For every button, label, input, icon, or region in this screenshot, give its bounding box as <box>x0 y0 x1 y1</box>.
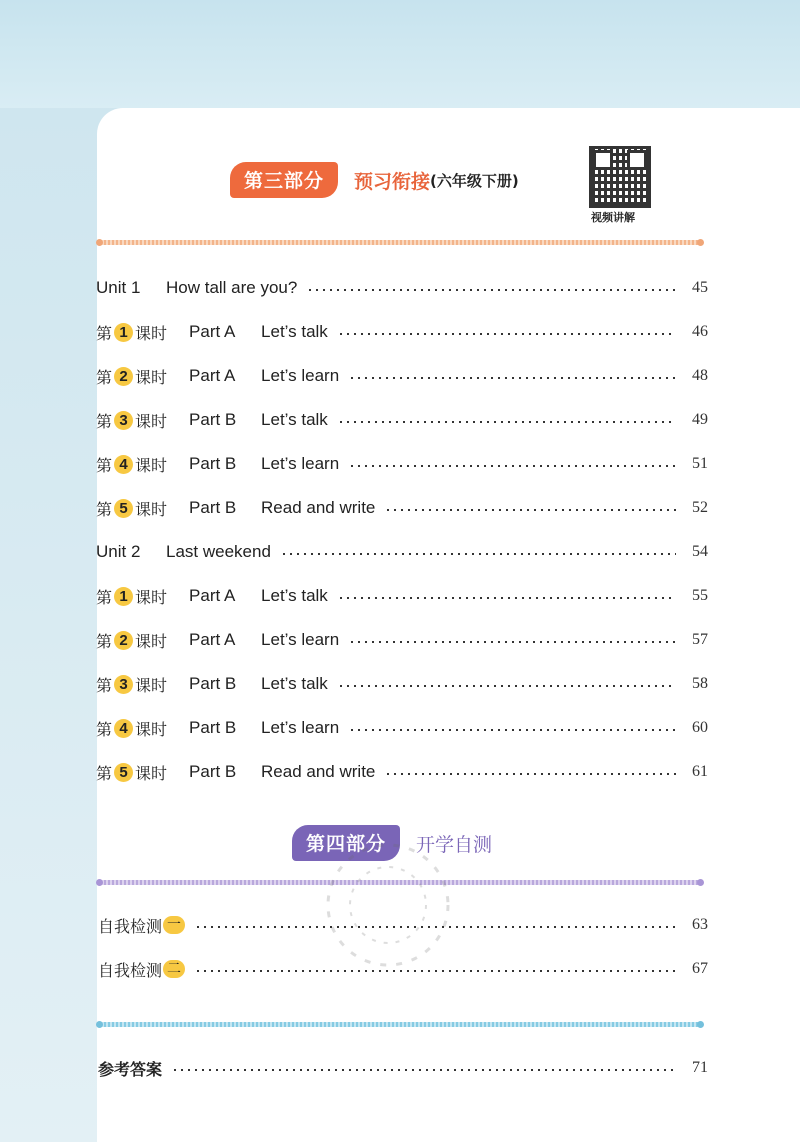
toc-lesson-row[interactable] <box>96 364 708 388</box>
answers-label: 参考答案 <box>98 1059 163 1079</box>
toc-lesson-row[interactable] <box>96 760 708 784</box>
lesson-number-badge: 1 <box>114 323 133 342</box>
unit-title: Last weekend <box>166 542 271 561</box>
toc-unit-row[interactable] <box>96 540 708 564</box>
unit-label: Unit 2 <box>96 542 141 561</box>
lesson-prefix: 第 <box>96 587 113 607</box>
page-sheet <box>97 108 800 1142</box>
page-number: 46 <box>692 323 708 340</box>
lesson-prefix: 第 <box>96 631 113 651</box>
lesson-prefix: 第 <box>96 455 113 475</box>
toc-self-test-row[interactable] <box>98 957 708 981</box>
toc-lesson-row[interactable] <box>96 716 708 740</box>
lesson-name: Let’s talk <box>261 586 328 605</box>
leader-dots <box>387 509 676 511</box>
lesson-suffix: 课时 <box>135 323 168 343</box>
lesson-prefix: 第 <box>96 411 113 431</box>
lesson-suffix: 课时 <box>135 631 168 651</box>
lesson-number-badge: 4 <box>114 455 133 474</box>
section3-divider <box>100 240 700 245</box>
lesson-name: Read and write <box>261 498 376 517</box>
lesson-prefix: 第 <box>96 499 113 519</box>
toc-lesson-row[interactable] <box>96 452 708 476</box>
toc-answers-row[interactable] <box>98 1056 708 1080</box>
lesson-prefix: 第 <box>96 367 113 387</box>
page-number: 58 <box>692 675 708 692</box>
leader-dots <box>340 597 676 599</box>
page-number: 60 <box>692 719 708 736</box>
lesson-prefix: 第 <box>96 675 113 695</box>
page-number: 52 <box>692 499 708 516</box>
leader-dots <box>351 377 676 379</box>
lesson-suffix: 课时 <box>135 719 168 739</box>
lesson-number-badge: 4 <box>114 719 133 738</box>
lesson-number-badge: 2 <box>114 631 133 650</box>
section4-badge: 第四部分 <box>292 825 400 861</box>
leader-dots <box>283 553 676 555</box>
lesson-suffix: 课时 <box>135 455 168 475</box>
lesson-part: Part B <box>189 498 237 517</box>
page-number: 48 <box>692 367 708 384</box>
lesson-part: Part A <box>189 322 236 341</box>
lesson-suffix: 课时 <box>135 367 168 387</box>
unit-label: Unit 1 <box>96 278 141 297</box>
lesson-number-badge: 1 <box>114 587 133 606</box>
page-number: 45 <box>692 279 708 296</box>
page-number: 71 <box>692 1059 708 1076</box>
page-number: 63 <box>692 916 708 933</box>
lesson-name: Let’s talk <box>261 674 328 693</box>
qr-code-icon[interactable] <box>589 146 651 208</box>
lesson-number-badge: 3 <box>114 675 133 694</box>
lesson-name: Let’s learn <box>261 630 340 649</box>
leader-dots <box>340 421 676 423</box>
page-number: 57 <box>692 631 708 648</box>
toc-lesson-row[interactable] <box>96 320 708 344</box>
lesson-name: Let’s learn <box>261 718 340 737</box>
leader-dots <box>340 333 676 335</box>
page-number: 67 <box>692 960 708 977</box>
self-test-label: 自我检测 <box>98 960 163 980</box>
toc-self-test-row[interactable] <box>98 913 708 937</box>
lesson-name: Let’s learn <box>261 454 340 473</box>
qr-label: 视频讲解 <box>591 211 635 224</box>
section3-title: 预习衔接 <box>354 170 431 193</box>
lesson-number-badge: 5 <box>114 499 133 518</box>
page-number: 61 <box>692 763 708 780</box>
self-test-label: 自我检测 <box>98 916 163 936</box>
section3-subtitle: (六年级下册) <box>430 171 519 190</box>
page-number: 54 <box>692 543 708 560</box>
lesson-name: Read and write <box>261 762 376 781</box>
lesson-prefix: 第 <box>96 719 113 739</box>
lesson-part: Part B <box>189 674 237 693</box>
lesson-number-badge: 2 <box>114 367 133 386</box>
lesson-name: Let’s talk <box>261 322 328 341</box>
leader-dots <box>197 926 676 928</box>
section4-title: 开学自测 <box>416 833 493 856</box>
lesson-suffix: 课时 <box>135 411 168 431</box>
self-test-number-badge: 一 <box>163 916 185 934</box>
lesson-part: Part A <box>189 586 236 605</box>
unit-title: How tall are you? <box>166 278 298 297</box>
toc-lesson-row[interactable] <box>96 584 708 608</box>
lesson-part: Part A <box>189 630 236 649</box>
leader-dots <box>197 970 676 972</box>
lesson-prefix: 第 <box>96 323 113 343</box>
lesson-suffix: 课时 <box>135 499 168 519</box>
toc-lesson-row[interactable] <box>96 496 708 520</box>
top-background-band <box>0 0 800 108</box>
page-number: 49 <box>692 411 708 428</box>
section3-header <box>230 162 519 198</box>
self-test-number-badge: 二 <box>163 960 185 978</box>
lesson-part: Part B <box>189 454 237 473</box>
toc-lesson-row[interactable] <box>96 628 708 652</box>
toc-lesson-row[interactable] <box>96 672 708 696</box>
toc-unit-row[interactable] <box>96 276 708 300</box>
page-number: 55 <box>692 587 708 604</box>
lesson-suffix: 课时 <box>135 587 168 607</box>
lesson-prefix: 第 <box>96 763 113 783</box>
leader-dots <box>351 465 676 467</box>
lesson-part: Part B <box>189 762 237 781</box>
lesson-suffix: 课时 <box>135 763 168 783</box>
lesson-name: Let’s talk <box>261 410 328 429</box>
section3-badge: 第三部分 <box>230 162 338 198</box>
toc-lesson-row[interactable] <box>96 408 708 432</box>
answers-divider <box>100 1022 700 1027</box>
leader-dots <box>387 773 676 775</box>
leader-dots <box>351 729 676 731</box>
leader-dots <box>309 289 676 291</box>
lesson-part: Part B <box>189 718 237 737</box>
page-number: 51 <box>692 455 708 472</box>
lesson-number-badge: 3 <box>114 411 133 430</box>
lesson-name: Let’s learn <box>261 366 340 385</box>
leader-dots <box>340 685 676 687</box>
lesson-part: Part B <box>189 410 237 429</box>
lesson-suffix: 课时 <box>135 675 168 695</box>
lesson-part: Part A <box>189 366 236 385</box>
lesson-number-badge: 5 <box>114 763 133 782</box>
leader-dots <box>174 1069 676 1071</box>
leader-dots <box>351 641 676 643</box>
